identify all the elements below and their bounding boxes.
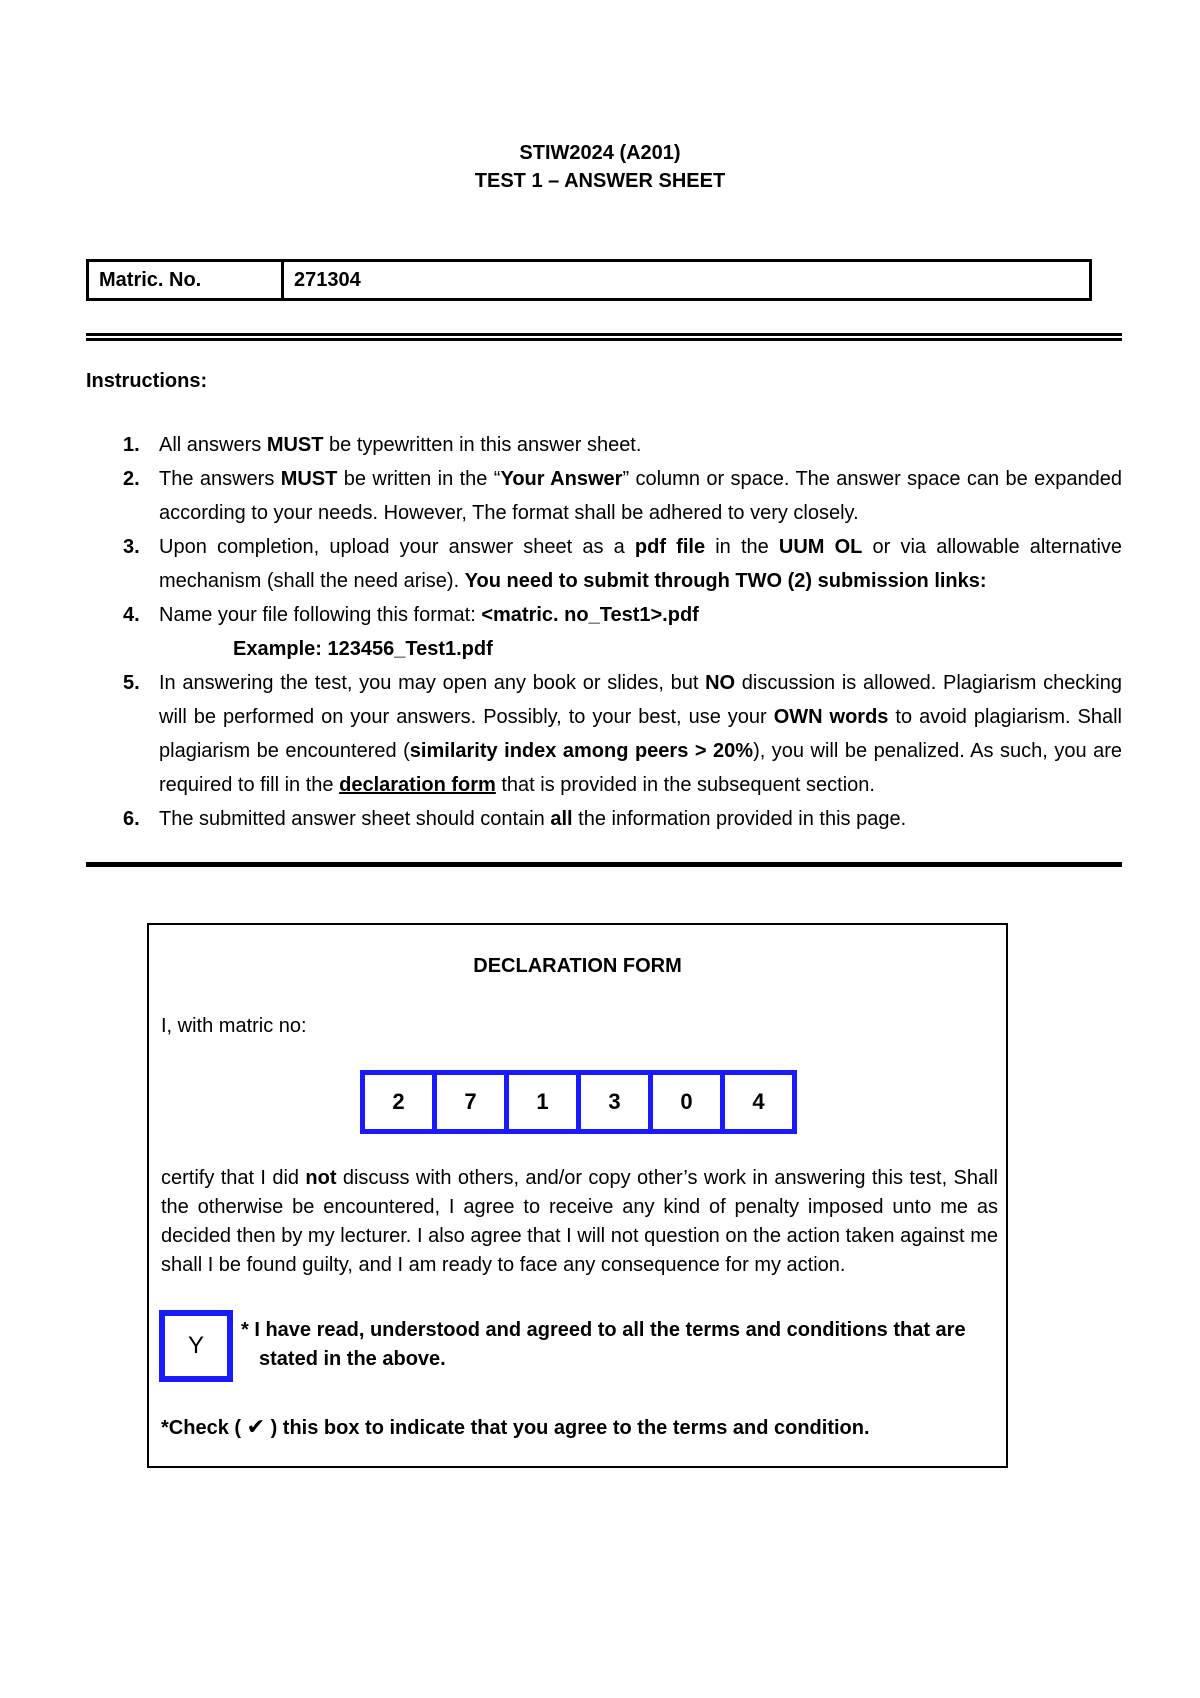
declaration-title: DECLARATION FORM bbox=[473, 955, 682, 977]
instructions-title: Instructions: bbox=[86, 370, 208, 392]
matric-value[interactable]: 271304 bbox=[294, 268, 361, 291]
matric-label: Matric. No. bbox=[89, 262, 284, 298]
bold-text: similarity index among peers > 20% bbox=[409, 740, 754, 762]
instruction-item bbox=[86, 428, 1122, 462]
bold-text: <matric. no_Test1>.pdf bbox=[481, 604, 699, 626]
text-run: In answering the test, you may open any book or slides, but bbox=[159, 672, 706, 694]
agree-checkbox[interactable]: Y bbox=[159, 1310, 233, 1382]
text-run: The answers bbox=[159, 468, 281, 490]
agree-line-1: * I have read, understood and agreed to all the terms and conditions that are bbox=[241, 1319, 966, 1341]
agree-line-2: stated in the above. bbox=[259, 1348, 446, 1370]
bold-text: OWN words bbox=[773, 706, 889, 728]
bold-text: not bbox=[305, 1167, 337, 1189]
declaration-form bbox=[147, 923, 1008, 1468]
text-run: discuss with others, and/or copy other’s work in answering this test, Shall the otherwise be encountered, I agree to receive any kind of penalty imposed unto me as decided then by my lecturer. I also agree that I will not question on the action taken against me shall I be found guilty, and I am ready to face any consequence for my action. bbox=[161, 1167, 998, 1276]
text-run: certify that I did bbox=[161, 1167, 306, 1189]
page-title: TEST 1 – ANSWER SHEET bbox=[474, 170, 726, 192]
divider-bottom bbox=[86, 338, 1122, 341]
matric-digit-box[interactable]: 1 bbox=[509, 1075, 576, 1129]
matric-digit-box[interactable]: 0 bbox=[653, 1075, 720, 1129]
instruction-number: 3. bbox=[123, 536, 140, 558]
instructions-list bbox=[86, 428, 1122, 836]
text-run: to avoid plagiarism. Shall plagiarism be encountered ( bbox=[159, 706, 1122, 762]
bold-text: UUM OL bbox=[778, 536, 863, 558]
instruction-item bbox=[86, 666, 1122, 802]
text-run: or via allowable alternative mechanism (shall the need arise). bbox=[159, 536, 1123, 592]
text-run: The submitted answer sheet should contain bbox=[159, 808, 551, 830]
course-code: STIW2024 (A201) bbox=[519, 142, 681, 164]
text-run: Name your file following this format: bbox=[159, 604, 482, 626]
check-prefix: *Check ( bbox=[161, 1417, 247, 1439]
check-suffix: ) this box to indicate that you agree to the terms and condition. bbox=[265, 1417, 870, 1439]
instruction-number: 2. bbox=[123, 468, 140, 490]
declaration-intro: I, with matric no: bbox=[161, 1015, 307, 1037]
instruction-item bbox=[86, 530, 1122, 598]
text-run: that is provided in the subsequent section. bbox=[495, 774, 875, 796]
bold-text: all bbox=[550, 808, 573, 830]
bold-text: MUST bbox=[266, 434, 324, 456]
check-instruction bbox=[161, 1414, 870, 1440]
text-run: in the bbox=[705, 536, 779, 558]
text-run: ), you will be penalized. As such, you are required to fill in the bbox=[159, 740, 1123, 796]
instruction-item bbox=[86, 802, 1122, 836]
agree-statement bbox=[241, 1316, 981, 1374]
instruction-number: 4. bbox=[123, 604, 140, 626]
text-run: be typewritten in this answer sheet. bbox=[323, 434, 642, 456]
matric-digit-box[interactable]: 2 bbox=[365, 1075, 432, 1129]
instruction-item bbox=[86, 598, 1122, 632]
matric-digit-box[interactable]: 7 bbox=[437, 1075, 504, 1129]
certify-paragraph bbox=[161, 1164, 998, 1280]
matric-digit-box[interactable]: 3 bbox=[581, 1075, 648, 1129]
instruction-item bbox=[86, 462, 1122, 530]
bold-text: declaration form bbox=[339, 774, 496, 796]
text-run: discussion is allowed. Plagiarism checking will be performed on your answers. Possibly, to your best, use your bbox=[159, 672, 1123, 728]
section-divider bbox=[86, 862, 1122, 867]
text-run: ” column or space. The answer space can be expanded according to your needs. However, The format shall be adhered to very closely. bbox=[159, 468, 1122, 524]
checkmark-icon: ✔ bbox=[246, 1414, 266, 1439]
instruction-number: 1. bbox=[123, 434, 140, 456]
text-run: Upon completion, upload your answer sheet as a bbox=[159, 536, 635, 558]
matric-digit-box[interactable]: 4 bbox=[725, 1075, 792, 1129]
bold-text: You need to submit through TWO (2) submission links: bbox=[464, 570, 987, 592]
matric-digit-boxes bbox=[360, 1070, 797, 1134]
text-run: the information provided in this page. bbox=[572, 808, 907, 830]
bold-text: Your Answer bbox=[500, 468, 623, 490]
bold-text: NO bbox=[705, 672, 736, 694]
instruction-number: 5. bbox=[123, 672, 140, 694]
divider-top bbox=[86, 333, 1122, 336]
bold-text: pdf file bbox=[634, 536, 706, 558]
matric-table bbox=[86, 259, 1092, 301]
bold-text: MUST bbox=[280, 468, 338, 490]
filename-example: Example: 123456_Test1.pdf bbox=[233, 638, 493, 660]
text-run: All answers bbox=[159, 434, 267, 456]
text-run: be written in the “ bbox=[337, 468, 501, 490]
instruction-number: 6. bbox=[123, 808, 140, 830]
